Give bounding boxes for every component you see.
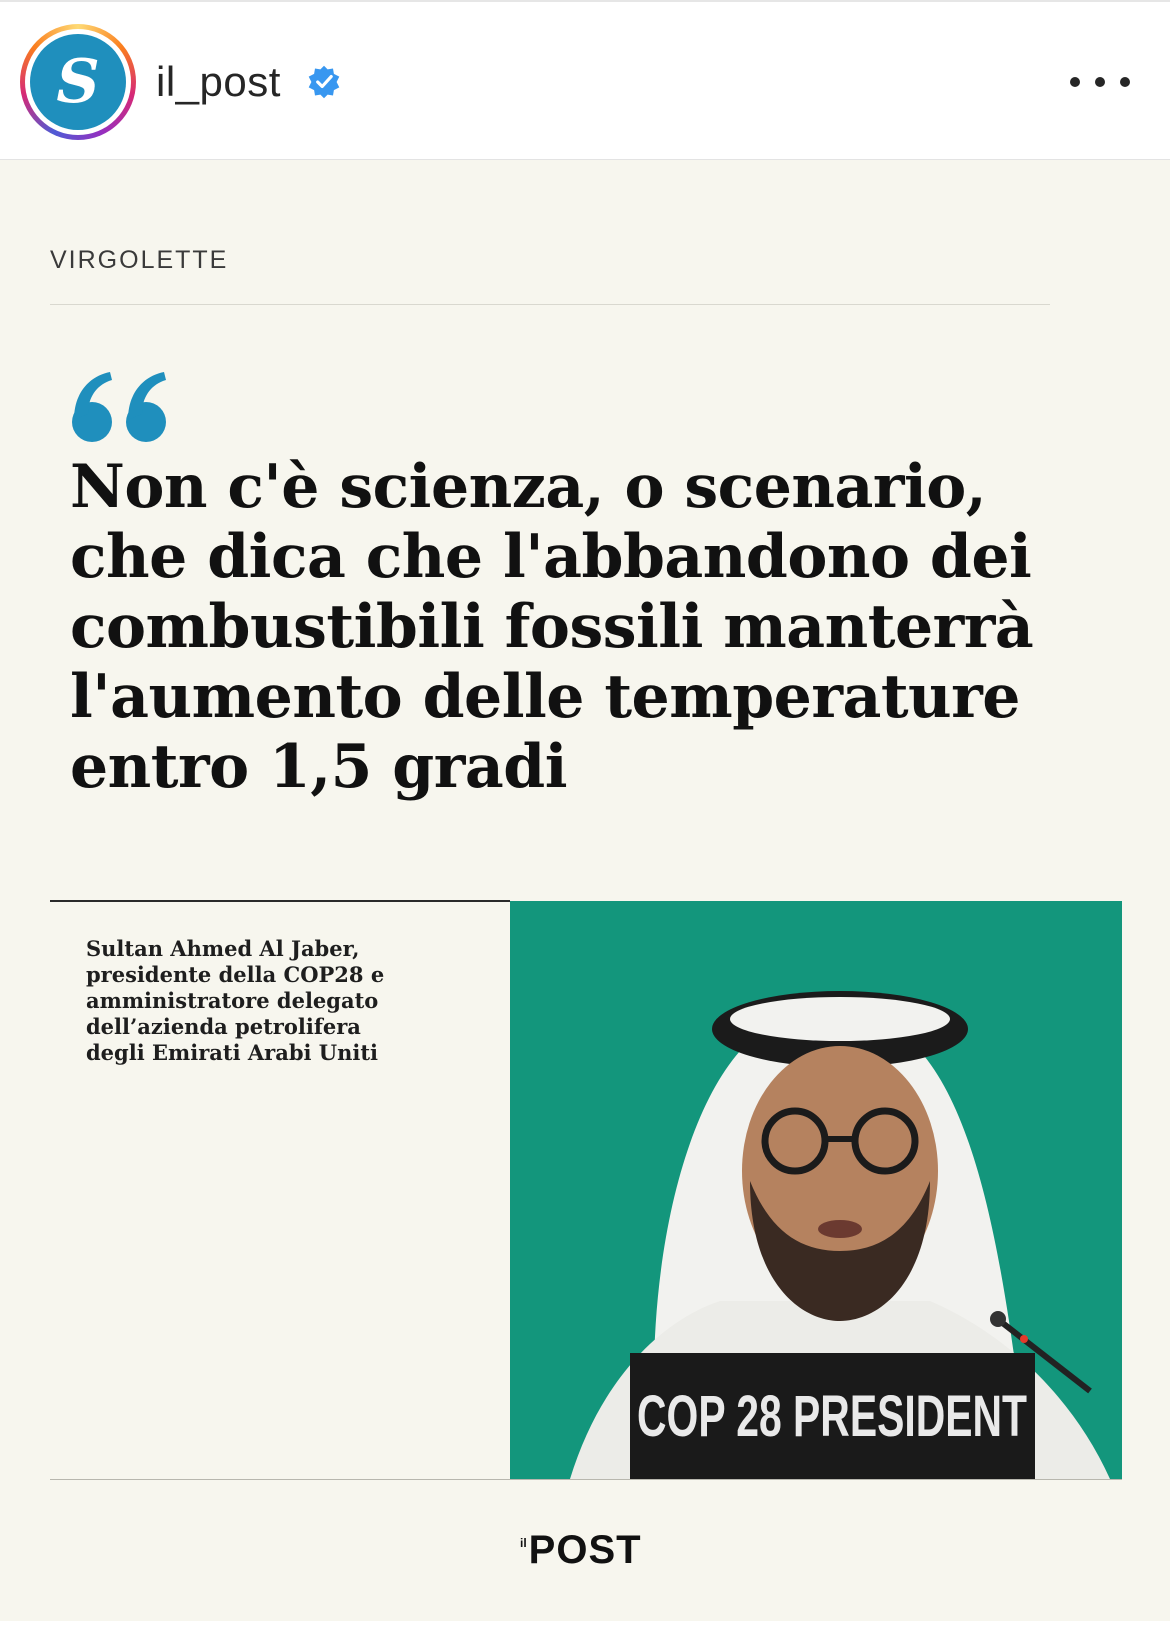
brand-name: POST [528,1528,642,1572]
post-header [0,0,1170,160]
il-post-s-logo-icon [30,34,126,130]
photo-caption [86,936,486,1066]
caption-line: Sultan Ahmed Al Jaber, [86,936,360,961]
divider [50,304,1050,305]
caption-line: dell’azienda petrolifera [86,1014,361,1039]
quote-text: Non c'è scienza, o scenario, che dica che l'abbandono dei combustibili fossili manterrà l'aumento delle temperature entro 1,5 gradi [70,452,1034,802]
caption-line: presidente della COP28 e [86,962,385,987]
svg-text:S: S [56,47,100,117]
caption-line: degli Emirati Arabi Uniti [86,1040,379,1065]
caption-divider [50,900,510,902]
section-label: VIRGOLETTE [50,246,229,274]
username[interactable]: il_post [156,58,281,105]
post-actions-area [0,1621,1170,1649]
post-image[interactable] [0,160,1170,1621]
avatar[interactable] [20,24,136,140]
more-dots-icon [1070,77,1080,87]
quote-mark-icon [68,370,172,446]
speaker-photo [510,901,1122,1479]
il-post-logo [520,1528,660,1576]
nameplate-text: COP 28 PRESIDENT [637,1384,1027,1449]
more-options-button[interactable] [1070,60,1130,104]
verified-badge-icon [306,64,342,100]
brand-il: il [520,1536,527,1550]
caption-line: amministratore delegato [86,988,379,1013]
divider [50,1479,1122,1480]
